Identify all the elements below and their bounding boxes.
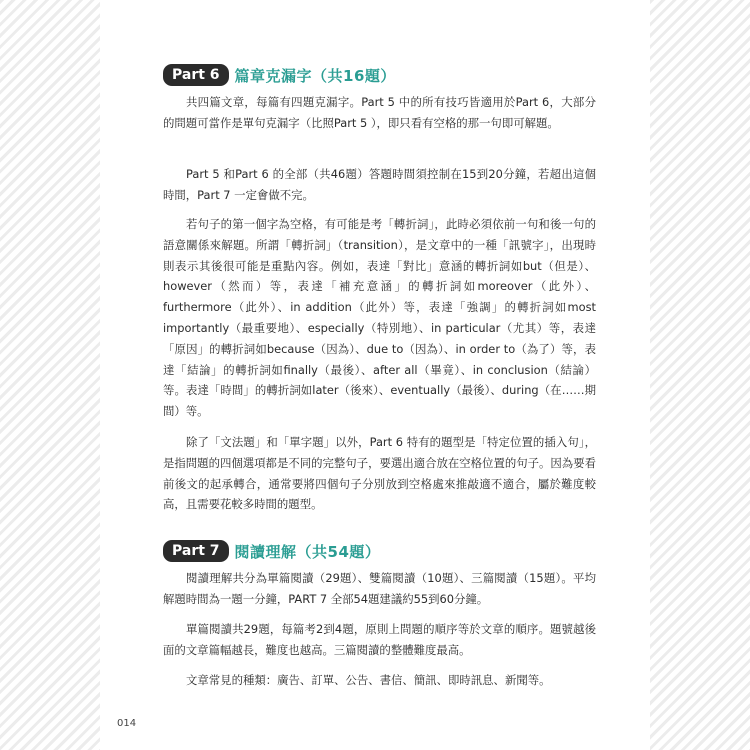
part7-title: 閱讀理解（共54題） <box>234 542 381 561</box>
part7-heading <box>163 540 380 562</box>
part7-badge: Part 7 <box>163 540 229 562</box>
part6-paragraph-3: 若句子的第一個字為空格，有可能是考「轉折詞」，此時必須依前一句和後一句的語意關係來解題。所謂「轉折詞」（transition），是文章中的一種「訊號字」，出現時則表示其後很可能是重點內容。例如，表達「對比」意涵的轉折詞如but（但是）、however（然而）等，表達「補充意涵」的轉折詞如moreover（此外）、furthermore（此外）、in addition（此外）等，表達「強調」的轉折詞如most importantly（最重要地）、especially（特別地）、in particular（尤其）等，表達「原因」的轉折詞如because（因為）、due to（因為）、in order to（為了）等，表達「結論」的轉折詞如finally（最後）、after all（畢竟）、in conclusion（結論）等。表達「時間」的轉折詞如later（後來）、eventually（最後）、during（在……期間）等。 <box>163 217 596 419</box>
part6-badge: Part 6 <box>163 64 229 86</box>
part6-paragraph-1: 共四篇文章，每篇有四題克漏字。Part 5 中的所有技巧皆適用於Part 6，大部分的問題可當作是單句克漏字（比照Part 5 ），即只看有空格的那一句即可解題。 <box>163 95 596 130</box>
part7-paragraph-1: 閱讀理解共分為單篇閱讀（29題）、雙篇閱讀（10題）、三篇閱讀（15題）。平均解題時間為一題一分鐘，PART 7 全部54題建議約55到60分鐘。 <box>163 571 596 606</box>
left-stripe-border <box>0 0 100 750</box>
part7-paragraph-3: 文章常見的種類：廣告、訂單、公告、書信、簡訊、即時訊息、新聞等。 <box>186 673 551 687</box>
part6-title: 篇章克漏字（共16題） <box>234 66 396 85</box>
right-stripe-border <box>650 0 750 750</box>
book-page <box>100 0 650 750</box>
page-number: 014 <box>117 718 137 729</box>
part6-paragraph-2: Part 5 和Part 6 的全部（共46題）答題時間須控制在15到20分鐘，若超出這個時間，Part 7 一定會做不完。 <box>163 167 596 202</box>
part7-paragraph-2: 單篇閱讀共29題，每篇考2到4題，原則上問題的順序等於文章的順序。題號越後面的文章篇幅越長，難度也越高。三篇閱讀的整體難度最高。 <box>163 622 596 657</box>
part6-paragraph-4: 除了「文法題」和「單字題」以外，Part 6 特有的題型是「特定位置的插入句」，是指問題的四個選項都是不同的完整句子，要選出適合放在空格位置的句子。因為要看前後文的起承轉合，通常要將四個句子分別放到空格處來推敲適不適合，屬於難度較高，且需要花較多時間的題型。 <box>163 435 596 512</box>
part6-heading <box>163 64 396 86</box>
